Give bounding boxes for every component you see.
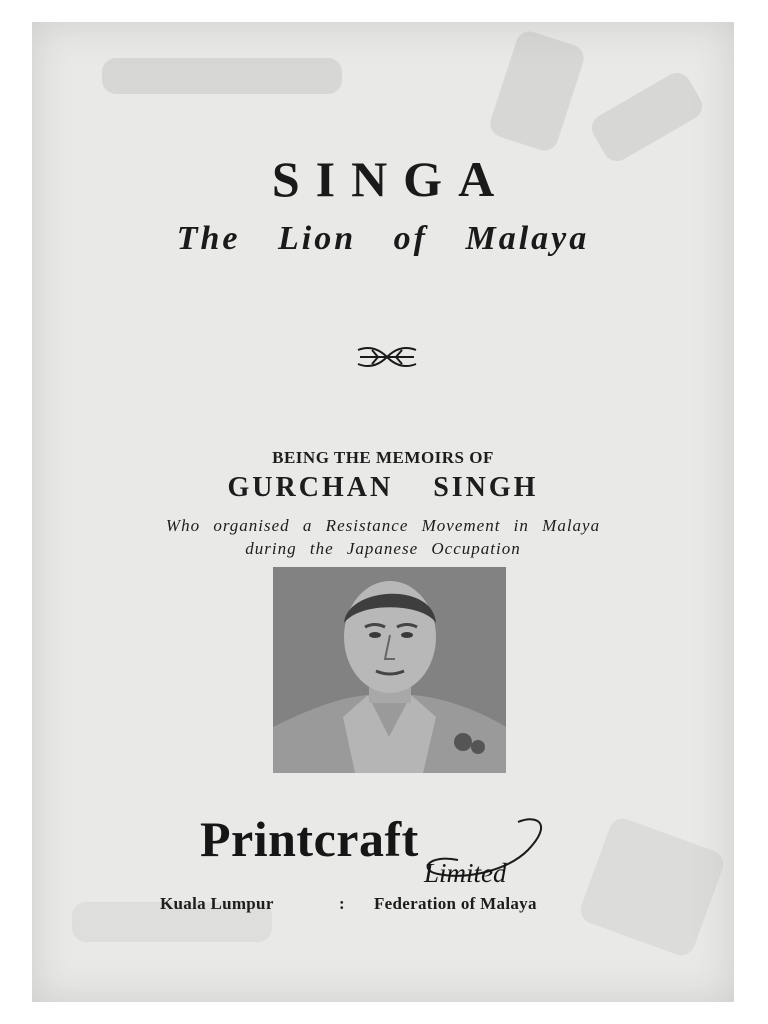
paper-stain bbox=[487, 28, 588, 154]
memoirs-line: BEING THE MEMOIRS OF bbox=[272, 448, 494, 467]
publisher-suffix: Limited bbox=[424, 858, 507, 888]
description-line-1: Who organised a Resistance Movement in Malaya bbox=[165, 516, 601, 535]
description-line-2: during the Japanese Occupation bbox=[245, 539, 521, 558]
book-title: SINGA bbox=[271, 151, 511, 207]
author-name: GURCHAN SINGH bbox=[227, 472, 539, 503]
book-cover bbox=[32, 22, 734, 1002]
publisher-name: Printcraft bbox=[200, 811, 419, 867]
location-separator: : bbox=[339, 894, 345, 913]
portrait-photo bbox=[273, 567, 506, 773]
location-city: Kuala Lumpur bbox=[160, 894, 274, 913]
book-subtitle: The Lion of Malaya bbox=[176, 220, 590, 257]
ornament-icon bbox=[354, 344, 420, 370]
location-country: Federation of Malaya bbox=[374, 894, 537, 913]
paper-stain bbox=[102, 58, 342, 94]
paper-stain bbox=[577, 815, 727, 959]
